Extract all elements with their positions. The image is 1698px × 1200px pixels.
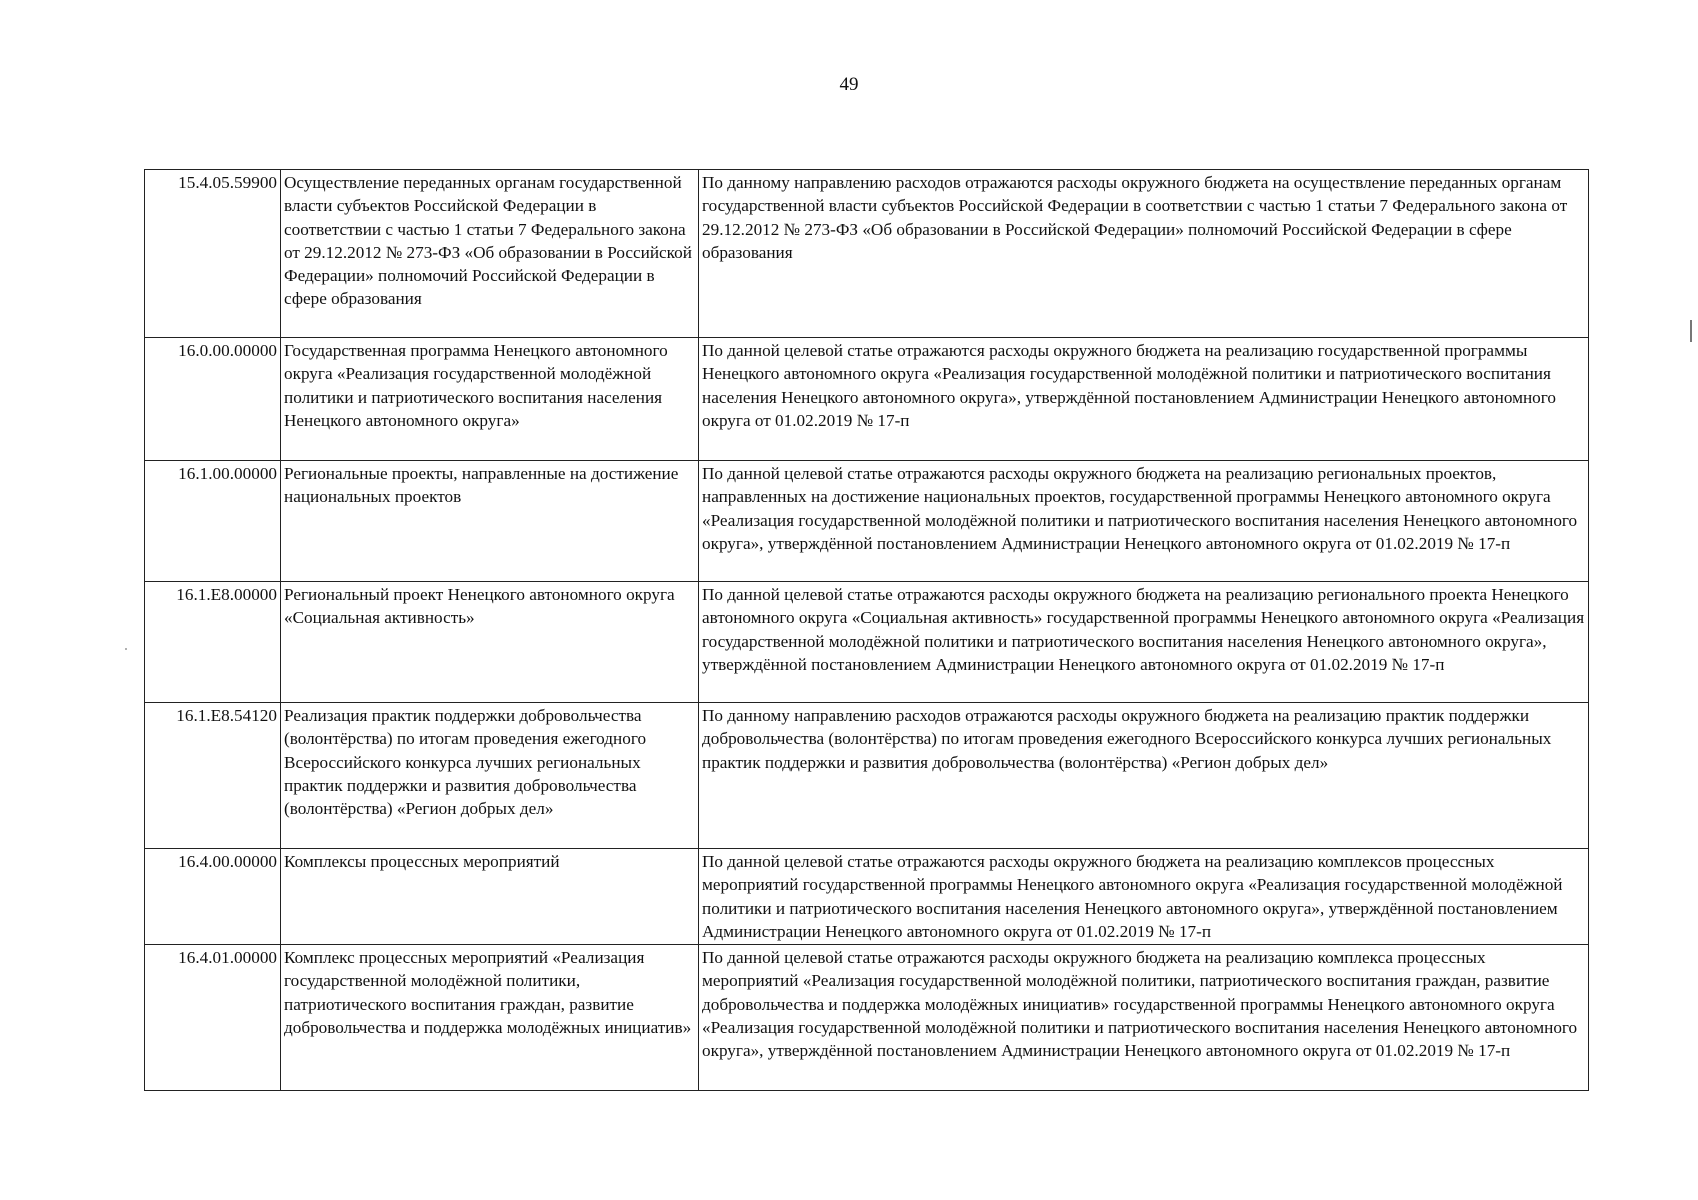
target-article-name: Реализация практик поддержки добровольчества (волонтёрства) по итогам проведения ежегодного Всероссийского конкурса лучших региональных практик поддержки и развития добровольчества (волонтёрства) «Регион добрых дел»	[281, 703, 699, 849]
target-article-description: По данной целевой статье отражаются расходы окружного бюджета на реализацию комплексов процессных мероприятий государственной программы Ненецкого автономного округа «Реализация государственной молодёжной политики и патриотического воспитания населения Ненецкого автономного округа», утверждённой постановлением Администрации Ненецкого автономного округа от 01.02.2019 № 17-п	[699, 849, 1589, 945]
target-article-description: По данному направлению расходов отражаются расходы окружного бюджета на реализацию практик поддержки добровольчества (волонтёрства) по итогам проведения ежегодного Всероссийского конкурса лучших региональных практик поддержки и развития добровольчества (волонтёрства) «Регион добрых дел»	[699, 703, 1589, 849]
table-row	[145, 703, 1589, 849]
target-article-name: Осуществление переданных органам государственной власти субъектов Российской Федерации в соответствии с частью 1 статьи 7 Федерального закона от 29.12.2012 № 273-ФЗ «Об образовании в Российской Федерации» полномочий Российской Федерации в сфере образования	[281, 170, 699, 338]
page-number: 49	[839, 74, 859, 95]
target-article-name: Комплексы процессных мероприятий	[281, 849, 699, 945]
table-row	[145, 338, 1589, 461]
budget-classification-table	[144, 169, 1589, 1091]
table-row	[145, 849, 1589, 945]
target-article-description: По данной целевой статье отражаются расходы окружного бюджета на реализацию комплекса процессных мероприятий «Реализация государственной молодёжной политики, патриотического воспитания граждан, развитие добровольчества и поддержка молодёжных инициатив» государственной программы Ненецкого автономного округа «Реализация государственной молодёжной политики и патриотического воспитания населения Ненецкого автономного округа», утверждённой постановлением Администрации Ненецкого автономного округа от 01.02.2019 № 17-п	[699, 945, 1589, 1091]
target-article-code: 15.4.05.59900	[145, 170, 281, 338]
target-article-name: Комплекс процессных мероприятий «Реализация государственной молодёжной политики, патриотического воспитания граждан, развитие добровольчества и поддержка молодёжных инициатив»	[281, 945, 699, 1091]
target-article-name: Региональный проект Ненецкого автономного округа «Социальная активность»	[281, 582, 699, 703]
table-row	[145, 461, 1589, 582]
target-article-description: По данной целевой статье отражаются расходы окружного бюджета на реализацию государственной программы Ненецкого автономного округа «Реализация государственной молодёжной политики и патриотического воспитания населения Ненецкого автономного округа», утверждённой постановлением Администрации Ненецкого автономного округа от 01.02.2019 № 17-п	[699, 338, 1589, 461]
target-article-description: По данной целевой статье отражаются расходы окружного бюджета на реализацию региональных проектов, направленных на достижение национальных проектов, государственной программы Ненецкого автономного округа «Реализация государственной молодёжной политики и патриотического воспитания населения Ненецкого автономного округа», утверждённой постановлением Администрации Ненецкого автономного округа от 01.02.2019 № 17-п	[699, 461, 1589, 582]
target-article-code: 16.1.00.00000	[145, 461, 281, 582]
table-row	[145, 945, 1589, 1091]
target-article-name: Региональные проекты, направленные на достижение национальных проектов	[281, 461, 699, 582]
table-row	[145, 582, 1589, 703]
target-article-code: 16.1.E8.00000	[145, 582, 281, 703]
scan-edge-mark	[1690, 320, 1692, 342]
target-article-description: По данному направлению расходов отражаются расходы окружного бюджета на осуществление переданных органам государственной власти субъектов Российской Федерации в соответствии с частью 1 статьи 7 Федерального закона от 29.12.2012 № 273-ФЗ «Об образовании в Российской Федерации» полномочий Российской Федерации в сфере образования	[699, 170, 1589, 338]
target-article-code: 16.4.00.00000	[145, 849, 281, 945]
target-article-code: 16.1.E8.54120	[145, 703, 281, 849]
scan-speck	[125, 648, 127, 650]
target-article-description: По данной целевой статье отражаются расходы окружного бюджета на реализацию регионального проекта Ненецкого автономного округа «Социальная активность» государственной программы Ненецкого автономного округа «Реализация государственной молодёжной политики и патриотического воспитания населения Ненецкого автономного округа», утверждённой постановлением Администрации Ненецкого автономного округа от 01.02.2019 № 17-п	[699, 582, 1589, 703]
target-article-name: Государственная программа Ненецкого автономного округа «Реализация государственной молодёжной политики и патриотического воспитания населения Ненецкого автономного округа»	[281, 338, 699, 461]
table-row	[145, 170, 1589, 338]
target-article-code: 16.0.00.00000	[145, 338, 281, 461]
target-article-code: 16.4.01.00000	[145, 945, 281, 1091]
